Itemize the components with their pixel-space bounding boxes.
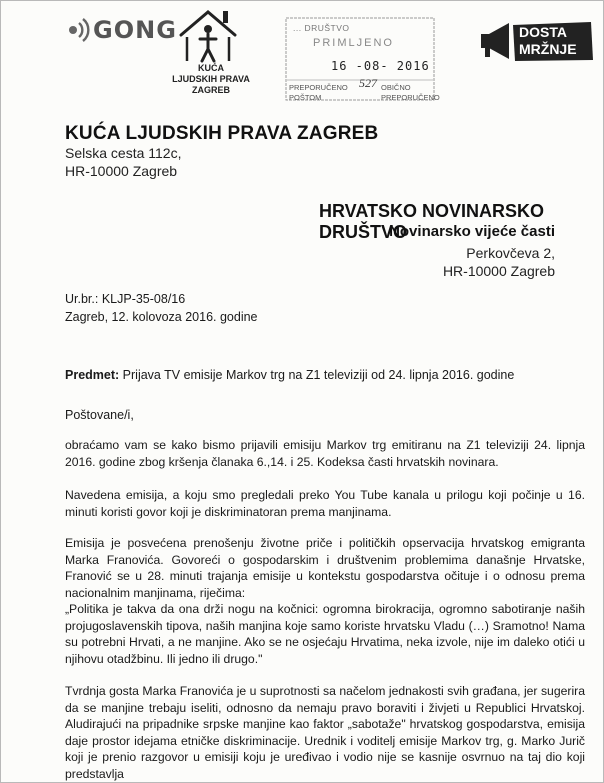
stamp-right-line-2: PREPORUČENO — [381, 93, 440, 102]
stamp-handwritten-number: 527 — [359, 76, 377, 90]
stamp-received-label: PRIMLJENO — [313, 37, 394, 49]
sender-city: HR-10000 Zagreb — [65, 163, 178, 179]
sender-name: KUĆA LJUDSKIH PRAVA ZAGREB — [65, 123, 379, 144]
paragraph-5: Tvrdnja gosta Marka Franovića je u suprotnosti sa načelom jednakosti svih građana, jer sugerira da se manjine trebaju iseliti, odnosno da nemaju pravo boraviti i živjeti u Republici Hrvatskoj. Aludirajući na pripadnike srpske manjine kao faktor „sabotaže" hrvatskog gospodarstva, emisija daje prostor idejama etničke diskriminacije. Urednik i voditelj emisije Markov trg, g. Marko Jurič koji je prenio razgovor u emisiji koju je uređivao i vodio nije se kasnije osvrnuo na taj dio koji predstavlja — [65, 684, 585, 781]
stamp-left-line-2: POŠTOM — [289, 93, 322, 102]
paragraph-3: Emisija je posvećena prenošenju životne priče i političkih opservacija hrvatskog emigranta Marka Franovića. Govoreći o gospodarskim i društvenim problemima današnje Hrvatske, Franović se u 28. minuti trajanja emisije u kontekstu gospodarstva očituje i o odnosu prema nacionalnim manjinama, riječima: — [65, 536, 585, 600]
recipient-department: Novinarsko vijeće časti — [389, 223, 555, 240]
subject-label: Predmet: — [65, 368, 120, 382]
recipient-street: Perkovčeva 2, — [466, 245, 555, 261]
mrznje-word: MRŽNJE — [519, 41, 577, 57]
recipient-name: HRVATSKO NOVINARSKO DRUŠTVO — [319, 201, 545, 242]
stamp-date: 16 -08- 2016 — [331, 59, 430, 73]
received-stamp — [285, 17, 440, 102]
house-logo-caption — [151, 63, 271, 96]
house-logo-line-2: LJUDSKIH PRAVA — [172, 74, 250, 84]
dosta-word: DOSTA — [519, 24, 567, 40]
gong-sound-icon — [65, 17, 91, 43]
house-logo-icon — [173, 7, 243, 63]
salutation: Poštovane/i, — [65, 408, 134, 422]
stamp-left-lines — [289, 83, 348, 103]
gong-logo — [65, 13, 177, 47]
dosta-mrznje-logo — [479, 19, 595, 63]
stamp-title: ... DRUŠTVO — [293, 23, 350, 33]
subject-line — [65, 367, 514, 384]
place-date: Zagreb, 12. kolovoza 2016. godine — [65, 310, 258, 324]
house-logo-line-3: ZAGREB — [192, 85, 230, 95]
stamp-left-line-1: PREPORUČENO — [289, 83, 348, 92]
house-logo-line-1: KUĆA — [198, 63, 224, 73]
subject-text: Prijava TV emisije Markov trg na Z1 televiziji od 24. lipnja 2016. godine — [122, 368, 515, 382]
quote-paragraph: „Politika je takva da ona drži nogu na kočnici: ogromna birokracija, ogromno sabotiranje naših projugoslavenskih tipova, naših manjina koje samo koriste hrvatsku Vladu (…) Sramotno! Nama su potrebni Hrvati, a ne manjine. Ako se ne osjećaju Hrvatima, neka izvole, nije im daleko otići u njihovu otadžbinu. Ili jedno ili drugo." — [65, 602, 585, 666]
stamp-right-lines — [381, 83, 440, 103]
megaphone-icon — [481, 23, 509, 59]
sender-street: Selska cesta 112c, — [65, 145, 182, 161]
paragraph-2: Navedena emisija, a koju smo pregledali preko You Tube kanala u prilogu koji počinje u 16. minuti koristi govor koji je diskriminatoran prema manjinama. — [65, 488, 585, 519]
stamp-right-line-1: OBIČNO — [381, 83, 411, 92]
paragraph-1: obraćamo vam se kako bismo prijavili emisiju Markov trg emitiranu na Z1 televiziji 24. lipnja 2016. godine zbog kršenja članaka 6.,14. i 25. Kodeksa časti hrvatskih novinara. — [65, 438, 585, 469]
reference-number: Ur.br.: KLJP-35-08/16 — [65, 292, 186, 306]
recipient-city: HR-10000 Zagreb — [442, 263, 555, 279]
gong-logo-text: GONG — [93, 16, 177, 44]
